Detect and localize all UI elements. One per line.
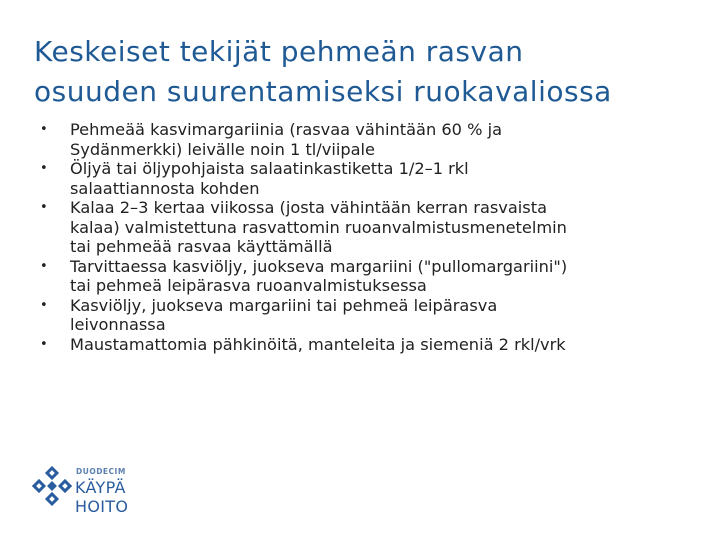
logo-top-text: DUODECIM [76,467,126,476]
diamond-lattice-icon [32,466,72,506]
bullet-text: salaattiannosta kohden [70,178,260,198]
bullet-item [40,257,700,296]
slide-title [34,32,694,112]
bullet-dot: • [40,258,48,274]
bullet-dot: • [40,200,48,215]
logo-main-text: KÄYPÄ HOITO [75,478,129,516]
bullet-text: Öljyä tai öljypohjaista salaatinkastiketta 1/2–1 rkl [70,159,469,178]
title-line-2: osuuden suurentamiseksi ruokavaliossa [34,75,612,108]
title-line-1: Keskeiset tekijät pehmeän rasvan [34,35,524,68]
bullet-item [40,198,700,257]
bullet-dot: • [40,336,48,352]
bullet-text: leivonnassa [70,315,166,334]
bullet-text: Sydänmerkki) leivälle noin 1 tl/viipale [70,139,375,159]
bullet-text: tai pehmeä leipärasva ruoanvalmistuksessa [70,276,427,295]
bullet-item [40,335,700,355]
bullet-item [40,159,700,198]
bullet-text: kalaa) valmistettuna rasvattomin ruoanvalmistusmenetelmin [70,217,567,237]
bullet-dot: • [40,122,48,137]
bullet-text: Kalaa 2–3 kertaa viikossa (josta vähintään kerran rasvaista [70,198,547,217]
bullet-text: Tarvittaessa kasviöljy, juokseva margariini ("pullomargariini") [70,256,568,276]
bullet-text: Pehmeää kasvimargariinia (rasvaa vähintään 60 % ja [70,120,503,139]
bullet-text: Maustamattomia pähkinöitä, manteleita ja siemeniä 2 rkl/vrk [70,334,566,354]
kaypa-hoito-logo [32,463,182,516]
bullet-text: tai pehmeää rasvaa käyttämällä [70,237,333,256]
bullet-dot: • [40,297,48,313]
bullet-dot: • [40,161,48,176]
bullet-text: Kasviöljy, juokseva margariini tai pehmeä leipärasva [70,295,498,315]
bullet-item [40,120,700,159]
bullet-item [40,296,700,335]
bullet-list [40,120,700,354]
